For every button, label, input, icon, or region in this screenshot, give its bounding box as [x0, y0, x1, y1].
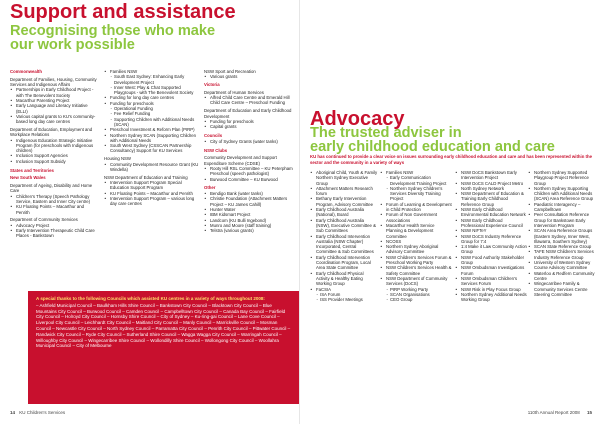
support-subtitle-line-2: our work possible — [10, 37, 135, 53]
list-item: • Various capital grants to KU's community-based long day care centres — [10, 114, 98, 125]
left-footer — [10, 410, 65, 415]
list-item: • Funding for long day care centres — [104, 95, 200, 100]
sub-item: - CEO Group — [380, 297, 452, 302]
list-item: • Landcom (KU Bulli Ingebond) — [204, 218, 298, 223]
list-item: • Early Childhood Intervention Australia (NSW Chapter) Incorporated, Central Committee & Sub Committees — [310, 234, 378, 255]
list-item: • Preschool Investment & Reform Plan (PIRP) — [104, 127, 200, 132]
list-item: • NCOSS — [380, 239, 452, 244]
group-heading: Department of Ageing, Disability and Home Care — [10, 183, 93, 194]
section-heading: NSW Clubs — [204, 147, 228, 153]
list-item: • Northern Sydney Additional Needs Working Group — [455, 292, 527, 303]
list-item: • TAFE NSW Children's Services Industry Reference Group — [528, 249, 598, 260]
list-item: • NSW Department of Community Services (DoCS) — [380, 276, 452, 287]
list-item: • Northern Sydney SCAN (Supporting Children with Additional Needs — [104, 133, 200, 144]
support-column-3 — [204, 69, 298, 287]
advocacy-subtitle-line-1: The trusted adviser in — [310, 125, 462, 141]
list-item: • Paediatric Interagency – Campbelltown — [528, 202, 598, 213]
group-heading: Department of Families, Housing, Community Services and Indigenous Affairs — [10, 76, 97, 88]
list-item: • University of Western Sydney Course Advisory Committee — [528, 260, 598, 271]
advocacy-title: Advocacy — [310, 108, 405, 130]
sub-item: - ISS Provider Meetings — [310, 297, 378, 302]
section-heading: Commonwealth — [10, 69, 42, 74]
list-item: • KU Floating Points – Macarthur and Penrith — [104, 191, 200, 196]
sub-item: - South East Sydney: Enhancing Early Development Project — [104, 74, 200, 85]
group-heading: Department of Human Services — [204, 89, 264, 95]
list-item: • Partnerships in Early Childhood Project - with The Benevolent Society — [10, 87, 98, 98]
list-item: • Funding for preschools — [204, 119, 298, 124]
list-item: • Rooty Hill RSL Committee – KU Peterpham Preschool (speech pathologist) — [204, 166, 298, 177]
list-item: • FaCSIA — [310, 287, 378, 292]
list-item: • SCAN Area Reference Groups (Eastern Sydney, Inner West, Illawarra, Southern Sydney) — [528, 228, 598, 244]
section-heading: Councils — [204, 132, 223, 138]
list-item: • NSW Ombudsman Children's Services Forum — [455, 276, 527, 287]
right-page — [300, 0, 600, 424]
list-item: • Inclusion Support Subsidy — [10, 159, 98, 164]
group-heading: Department of Education, Employment and Workplace Relations — [10, 126, 93, 138]
list-item: • IBM Kidsmart Project — [204, 212, 298, 217]
advocacy-column-4 — [528, 170, 598, 406]
list-item: • Families NSW — [104, 69, 200, 74]
list-item: • NSW Children's Services Forum & Preschool Working Party — [380, 255, 452, 266]
list-item: • NSW Early Childhood Professional Experience Council — [455, 218, 527, 229]
list-item: • NSW Food Authority Stakeholder Group — [455, 255, 527, 266]
list-item: • Christie Foundation (Attachment Matters Project – KU James Cahill) — [204, 196, 298, 207]
list-item: • City of Sydney Grants (water tanks) — [204, 139, 298, 144]
advocacy-intro: KU has continued to provide a clear voice on issues surrounding early childhood education and care and has been represented within the sector and the community in a variety of ways — [310, 154, 592, 165]
list-item: • Community Development Resource Grant (KU Windella) — [104, 162, 200, 173]
state-heading: Victoria — [204, 82, 220, 88]
sub-item: - SCAN Organisations — [380, 292, 452, 297]
list-item: • Wingecarribee Family & Community Services Centre Steering Committee — [528, 281, 598, 297]
list-item: • Macarthur Health Service Planning & Development Committee — [380, 223, 452, 239]
list-item: • NSW Ombudsman Investigations Forum — [455, 265, 527, 276]
right-footer-label: 110th Annual Report 2008 — [527, 410, 580, 415]
list-item: • SCAN State Reference Group — [528, 244, 598, 249]
list-item: • Bendigo Bank (water tanks) — [204, 191, 298, 196]
list-item: • Indigenous Education Strategic Initiative Program (for preschools with Indigenous children) — [10, 138, 98, 154]
list-item: • Northern Sydney Aboriginal Advisory Committee — [380, 244, 452, 255]
group-heading: Housing NSW — [104, 156, 131, 162]
sub-item: - ISA Forum — [310, 292, 378, 297]
sub-item: - PIRP Working Party — [380, 287, 452, 292]
group-heading: Department of Community Services — [10, 217, 78, 223]
list-item: • Funding for preschools — [104, 101, 200, 106]
councils-thanks-heading: A special thanks to the following Councils which assisted KU centres in a variety of ways throughout 2008: — [36, 296, 265, 301]
list-item: • NSW DoCS Bankstown Early Intervention Project — [455, 170, 527, 181]
list-item: • Early Intervention Therapeutic Child Care Places - Bankstown — [10, 228, 98, 239]
list-item: • Aboriginal Child, Youth & Family Northern Sydney Executive Group — [310, 170, 378, 186]
section-heading: States and Territories — [10, 167, 54, 173]
list-item: • Peer Consultation Reference Group for Bankstown Early Intervention Program — [528, 212, 598, 228]
list-item: • Alfred Child Care Centre and Emerald Hill Child Care Centre – Preschool Funding — [204, 95, 298, 106]
list-item: • Forum of Non Government Associations — [380, 212, 452, 223]
advocacy-column-2 — [380, 170, 452, 406]
list-item: • South West Sydney (CSSCAN Partnership Consultancy) Support for KU Services — [104, 143, 200, 154]
advocacy-column-3 — [455, 170, 527, 406]
list-item: • Attachment Matters Research forum — [310, 186, 378, 197]
list-item: • NSW NIFTeY — [455, 228, 527, 233]
list-item: • Northern Sydney Supporting Children with Additional Needs (SCAN) Area Reference Group — [528, 186, 598, 202]
state-heading: New South Wales — [10, 175, 46, 181]
list-item: • Early Childhood Australia (NSW), Executive Committee & Sub Committees — [310, 218, 378, 234]
list-item: • Advocacy Project — [10, 223, 98, 228]
list-item: • NSW Risk in Play Focus Group — [455, 287, 527, 292]
support-title: Support and assistance — [10, 1, 236, 23]
list-item: • Early Childhood Physical Activity & Healthy Eating Working Group — [310, 271, 378, 287]
sub-item: - Operational Funding — [104, 106, 200, 111]
list-item: • Hunter Water — [204, 207, 298, 212]
list-item: • Intervention Support Program Special Education Support Program — [104, 180, 200, 191]
list-item: • Early Childhood Australia (National), Board — [310, 207, 378, 218]
list-item: • NSW Children's Services Health & Safety Committee — [380, 265, 452, 276]
list-item: • Telstra (various grants) — [204, 228, 298, 233]
list-item: • Intervention Support Program – various long day care centres — [104, 196, 200, 207]
list-item: • Various grants — [204, 74, 298, 79]
list-item: • Munro and Moore (staff training) — [204, 223, 298, 228]
section-heading: Other — [204, 185, 216, 191]
list-item: • Bethany Early Intervention Program, Advisory Committee — [310, 196, 378, 207]
advocacy-subtitle-line-2: early childhood education and care — [310, 139, 555, 155]
group-heading: NSW Sport and Recreation — [204, 69, 256, 74]
list-item: • Waterloo & Redfern Community Centre — [528, 271, 598, 282]
sub-item: - Inner West: Play & Chat Supported Playgroups - with The Benevolent Society — [104, 85, 200, 96]
list-item: • Northern Sydney Supported Playgroup Project Reference Group — [528, 170, 598, 186]
councils-thanks-panel — [28, 291, 300, 404]
sub-item: - Fee Relief Funding — [104, 111, 200, 116]
councils-list: – Ashfield Municipal Council – Baulkham Hills Shire Council – Bankstown City Council – Blacktown City Council – Blue Mountains City Council – Burwood Council – Camden Council – Campbelltown City Council – Canada Bay Council – Fairfield City Council – Holroyd City Council – Hornsby Shire Council – City of Sydney – Ku-ring-gai Council – Lane Cove Council – Liverpool City Council – Leichhardt City Council – Maitland City Council – Manly Council – Marrickville Council – Mosman Council – Newcastle City Council – North Sydney Council – Parramatta City Council – Penrith City Council – Pittwater Council – Randwick City Council – Ryde City Council – Sutherland Shire Council – Wagga Wagga City Council – Warringah Council – Willoughby City Council – Wingecarribee Shire Council – Wollondilly Shire Council – Wollongong City Council – Woollahra Municipal Council – City of Melbourne — [36, 302, 291, 349]
list-item: • Families NSW — [380, 170, 452, 175]
right-footer — [528, 410, 592, 415]
list-item: • Forum of Learning & Development in Child Protection — [380, 202, 452, 213]
list-item: • Early Language and Literacy Initiative (ELLI) — [10, 103, 98, 114]
left-footer-label: KU Children's Services — [19, 410, 66, 415]
right-page-number: 15 — [586, 410, 592, 415]
list-item: • NSW DoCS Industry Reference Group for 7:4 — [455, 234, 527, 245]
sub-item: - Northern Sydney Children's Services Diversity Training Project — [380, 186, 452, 202]
list-item: • Macarthur Parenting Project — [10, 98, 98, 103]
list-item: • Early Childhood Intervention Coordination Program, Local Area State Committee — [310, 255, 378, 271]
support-column-1 — [10, 69, 98, 287]
group-heading: NSW Department of Education and Training — [104, 174, 188, 180]
left-page-number: 14 — [10, 410, 16, 415]
list-item: • NSW DoCS CALD Project Metro North Sydney Network — [455, 181, 527, 192]
sub-item: - Supporting Children with Additional Needs (SCAN) — [104, 117, 200, 128]
support-column-2 — [104, 69, 200, 287]
group-heading: Community Development and Support Expenditure Scheme (CDSE) — [204, 155, 277, 166]
list-item: • NSW Department of Education & Training Early Childhood Reference Group — [455, 191, 527, 207]
list-item: • Inclusion Support Agencies — [10, 153, 98, 158]
list-item: • NSW Early Childhood Environmental Education Network — [455, 207, 527, 218]
support-subtitle-line-1: Recognising those who make — [10, 23, 216, 39]
list-item: • 1:4 Make it Law Community Action Group — [455, 244, 527, 255]
list-item: • Burwood Committee – KU Burwood — [204, 177, 298, 182]
list-item: • Capital grants — [204, 124, 298, 129]
list-item: • KU Floating Points – Macarthur and Penrith — [10, 204, 98, 215]
advocacy-column-1 — [310, 170, 378, 406]
group-heading: Department of Education and Early Childhood Development — [204, 108, 292, 119]
sub-item: - Early Communication Development Training Project — [380, 175, 452, 186]
list-item: • Children's Therapy (Speech Pathology Service, Eastern and Inner City centre) — [10, 194, 98, 205]
